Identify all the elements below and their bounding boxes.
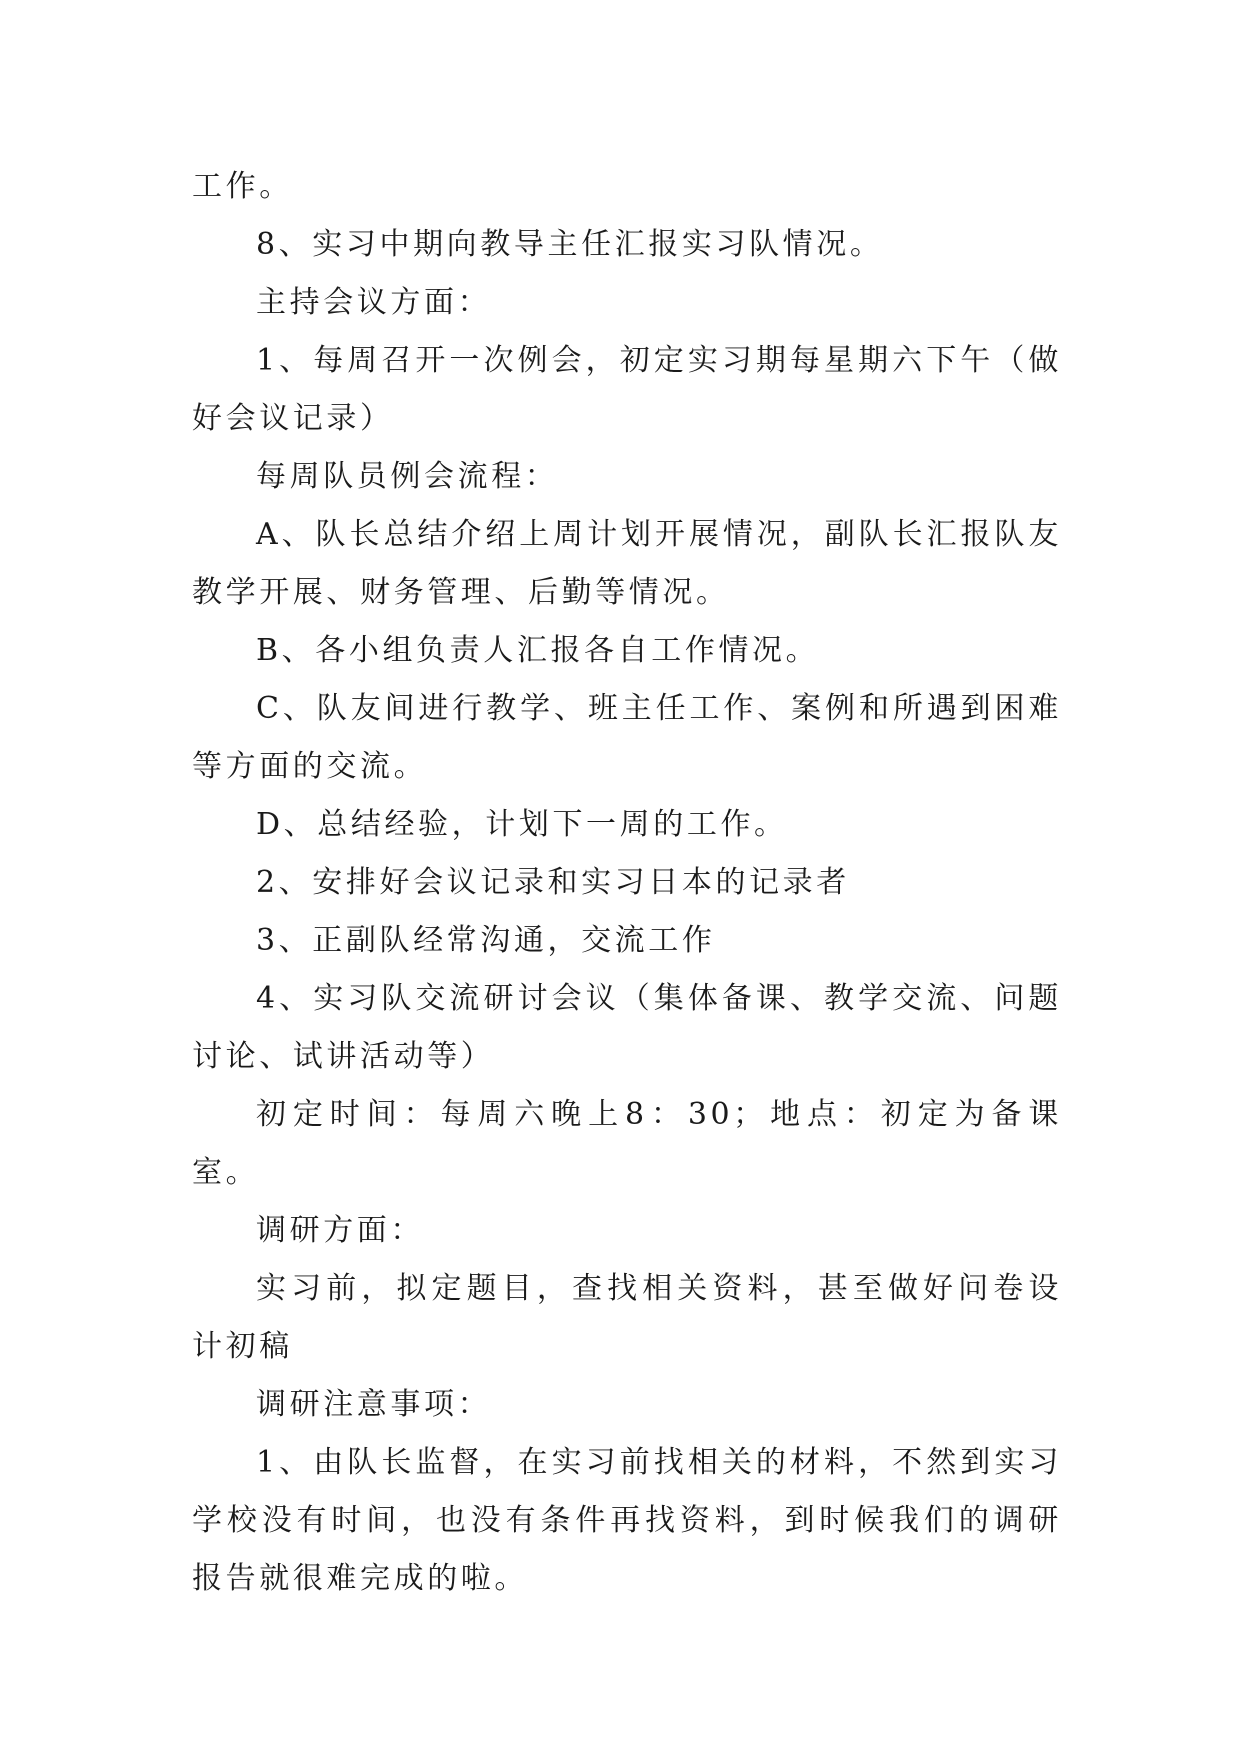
section-heading-meetings: 主持会议方面：	[256, 285, 492, 320]
subheading-weekly-process: 每周队员例会流程：	[256, 459, 559, 494]
subheading-research-notes: 调研注意事项：	[256, 1387, 492, 1422]
document-body	[192, 158, 1062, 1608]
paragraph-process-c: C、队友间进行教学、班主任工作、案例和所遇到困难等方面的交流。	[192, 691, 1062, 784]
paragraph-meeting-time: 初定时间：每周六晚上8：30；地点：初定为备课室。	[192, 1097, 1062, 1190]
paragraph-continuation: 工作。	[192, 169, 293, 204]
paragraph-process-b: B、各小组负责人汇报各自工作情况。	[256, 633, 820, 668]
paragraph-research-prep: 实习前，拟定题目，查找相关资料，甚至做好问卷设计初稿	[192, 1271, 1062, 1364]
paragraph-meeting-item-3: 3、正副队经常沟通，交流工作	[256, 923, 716, 958]
paragraph-meeting-item-1: 1、每周召开一次例会，初定实习期每星期六下午（做好会议记录）	[192, 343, 1062, 436]
section-heading-research: 调研方面：	[256, 1213, 424, 1248]
paragraph-item-8: 8、实习中期向教导主任汇报实习队情况。	[256, 227, 884, 262]
paragraph-research-note-1: 1、由队长监督，在实习前找相关的材料，不然到实习学校没有时间，也没有条件再找资料，到时候我们的调研报告就很难完成的啦。	[192, 1445, 1062, 1596]
paragraph-process-a: A、队长总结介绍上周计划开展情况，副队长汇报队友教学开展、财务管理、后勤等情况。	[192, 517, 1062, 610]
paragraph-meeting-item-2: 2、安排好会议记录和实习日本的记录者	[256, 865, 850, 900]
paragraph-process-d: D、总结经验，计划下一周的工作。	[256, 807, 788, 842]
paragraph-meeting-item-4: 4、实习队交流研讨会议（集体备课、教学交流、问题讨论、试讲活动等）	[192, 981, 1062, 1074]
